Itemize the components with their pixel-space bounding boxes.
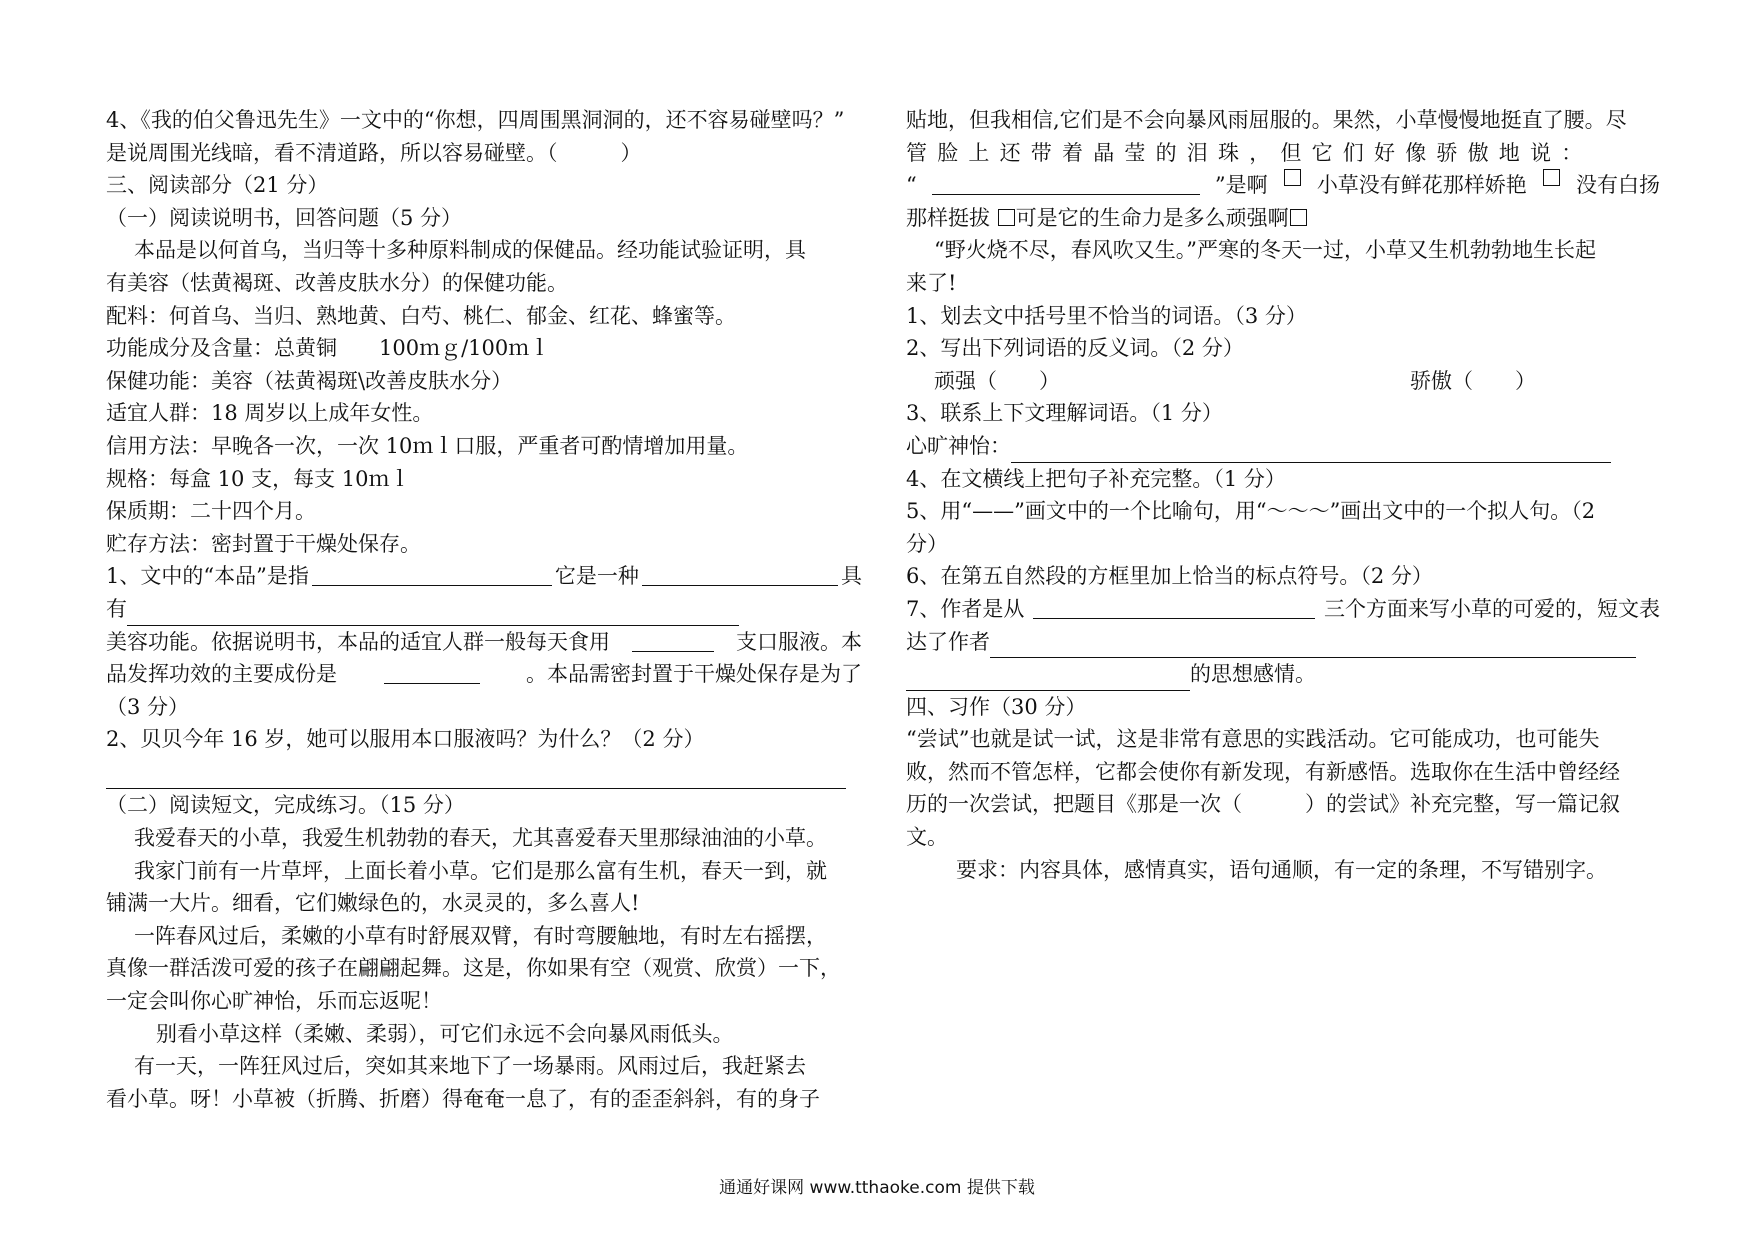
q7-text-a: 7、作者是从 <box>906 596 1025 621</box>
q1-text-e: 美容功能。依据说明书，本品的适宜人群一般每天食用 <box>106 629 610 654</box>
part-2-heading: （二）阅读短文，完成练习。（15 分） <box>106 793 465 818</box>
question-1-line-3 <box>106 626 862 659</box>
question-1-line-2 <box>106 593 862 626</box>
question-1-line-4 <box>106 658 862 691</box>
passage-cont-line-5: “野火烧不尽，春风吹又生。”严寒的冬天一过，小草又生机勃勃地生长起 <box>934 238 1596 263</box>
manual-intro-line-1: 本品是以何首乌，当归等十多种原料制成的保健品。经功能试验证明，具 <box>134 238 806 263</box>
spec-shelf-life: 保质期：二十四个月。 <box>106 499 316 524</box>
r3-text-c: 没有白扬 <box>1575 173 1660 198</box>
question-2: 2、贝贝今年 16 岁，她可以服用本口服液吗？为什么？（2 分） <box>106 727 705 752</box>
q1-text-g: 品发挥功效的主要成份是 <box>106 662 337 687</box>
spec-storage: 贮存方法：密封置于干燥处保存。 <box>106 531 421 556</box>
q1-text-f: 支口服液。本 <box>736 629 862 654</box>
passage-para-5-line-1: 有一天，一阵狂风过后，突如其来地下了一场暴雨。风雨过后，我赶紧去 <box>134 1054 806 1079</box>
answer-blank[interactable] <box>990 632 1636 658</box>
question-1-score: （3 分） <box>106 694 190 719</box>
antonym-row <box>906 365 1660 398</box>
r3-text-a: ”是啊 <box>1214 173 1268 198</box>
answer-blank[interactable] <box>932 169 1200 195</box>
writing-requirements: 要求：内容具体，感情真实，语句通顺，有一定的条理，不写错别字。 <box>956 857 1607 882</box>
passage-para-2-line-2: 铺满一大片。细看，它们嫩绿色的，水灵灵的，多么喜人! <box>106 891 640 916</box>
question-1-line-1 <box>106 560 862 593</box>
passage-para-1: 我爱春天的小草，我爱生机勃勃的春天，尤其喜爱春天里那绿油油的小草。 <box>134 826 827 851</box>
q1-text-b: 它是一种 <box>554 564 639 589</box>
right-question-1: 1、划去文中括号里不恰当的词语。（3 分） <box>906 303 1307 328</box>
passage-cont-line-6: 来了! <box>906 270 957 295</box>
punctuation-box[interactable] <box>1290 209 1307 226</box>
r4-text-a: 那样挺拔 <box>906 205 997 230</box>
passage-cont-line-2: 管脸上还带着晶莹的泪珠，但它们好像骄傲地说： <box>906 140 1593 165</box>
word-meaning-row <box>906 430 1660 463</box>
q1-text-d: 有 <box>106 596 127 621</box>
answer-blank[interactable] <box>127 600 739 626</box>
manual-intro-line-2: 有美容（怯黄褐斑、改善皮肤水分）的保健功能。 <box>106 270 568 295</box>
right-question-3: 3、联系上下文理解词语。（1 分） <box>906 401 1223 426</box>
q7-text-d: 的思想感情。 <box>1190 662 1316 687</box>
q1-text-c: 具 <box>840 564 862 589</box>
spec-function: 保健功能：美容（祛黄褐斑\改善皮肤水分） <box>106 368 513 393</box>
footer-watermark: 通通好课网 www.tthaoke.com 提供下载 <box>719 1178 1035 1198</box>
spec-content: 功能成分及含量：总黄铜 100ｍｇ/100ｍｌ <box>106 336 551 361</box>
answer-blank[interactable] <box>642 560 838 586</box>
answer-blank[interactable] <box>906 665 1190 691</box>
right-question-5-line-1: 5、用“——”画文中的一个比喻句，用“～～～”画出文中的一个拟人句。（2 <box>906 499 1596 524</box>
r4-text-b: 可是它的生命力是多么顽强啊 <box>1015 205 1289 230</box>
writing-prompt-line-2: 败，然而不管怎样，它都会使你有新发现，有新感悟。选取你在生活中曾经经 <box>906 759 1620 784</box>
passage-para-2-line-1: 我家门前有一片草坪，上面长着小草。它们是那么富有生机，春天一到，就 <box>134 858 827 883</box>
part-1-heading: （一）阅读说明书，回答问题（5 分） <box>106 205 463 230</box>
passage-para-3-line-3: 一定会叫你心旷神怡，乐而忘返呢！ <box>106 989 442 1014</box>
spec-usage: 信用方法：早晚各一次，一次 10ｍｌ口服，严重者可酌情增加用量。 <box>106 433 749 458</box>
right-question-7-line-3 <box>906 658 1660 691</box>
right-question-5-line-2: 分） <box>906 531 948 556</box>
q7-text-c: 达了作者 <box>906 629 990 654</box>
writing-prompt-line-3: 历的一次尝试，把题目《那是一次（ ）的尝试》补充完整，写一篇记叙 <box>906 792 1620 817</box>
writing-prompt-line-4: 文。 <box>906 825 948 850</box>
q1-text-a: 1、文中的“本品”是指 <box>106 564 309 589</box>
passage-para-5-line-2: 看小草。呀！小草被（折腾、折磨）得奄奄一息了，有的歪歪斜斜，有的身子 <box>106 1086 820 1111</box>
section-3-heading: 三、阅读部分（21 分） <box>106 173 329 198</box>
punctuation-box[interactable] <box>1284 169 1301 186</box>
open-quote: “ <box>906 173 917 198</box>
right-question-2: 2、写出下列词语的反义词。（2 分） <box>906 336 1244 361</box>
passage-para-3-line-2: 真像一群活泼可爱的孩子在翩翩起舞。这是，你如果有空（观赏、欣赏）一下， <box>106 956 841 981</box>
answer-blank[interactable] <box>384 658 480 684</box>
punctuation-box[interactable] <box>998 209 1015 226</box>
passage-cont-line-1: 贴地，但我相信,它们是不会向暴风雨屈服的。果然，小草慢慢地挺直了腰。尽 <box>906 108 1627 132</box>
spec-people: 适宜人群：18 周岁以上成年女性。 <box>106 401 434 426</box>
word-meaning-label: 心旷神怡： <box>906 433 1011 458</box>
left-column <box>106 104 862 1115</box>
passage-cont-line-4 <box>906 202 1660 235</box>
answer-line[interactable] <box>106 756 846 790</box>
answer-blank[interactable] <box>1011 437 1611 463</box>
passage-para-3-line-1: 一阵春风过后，柔嫩的小草有时舒展双臂，有时弯腰触地，有时左右摇摆， <box>134 923 827 948</box>
antonym-a: 顽强（ ） <box>934 368 1060 393</box>
question-4-line-2: 是说周围光线暗，看不清道路，所以容易碰壁。（ ） <box>106 140 642 165</box>
right-question-6: 6、在第五自然段的方框里加上恰当的标点符号。（2 分） <box>906 564 1433 589</box>
r3-text-b: 小草没有鲜花那样娇艳 <box>1316 173 1527 198</box>
passage-para-4: 别看小草这样（柔嫩、柔弱），可它们永远不会向暴风雨低头。 <box>156 1021 734 1046</box>
writing-prompt-line-1: “尝试”也就是试一试，这是非常有意思的实践活动。它可能成功，也可能失 <box>906 727 1600 752</box>
answer-blank[interactable] <box>312 560 552 586</box>
passage-cont-line-3 <box>906 169 1660 202</box>
question-4-line-1: 4、《我的伯父鲁迅先生》一文中的“你想，四周围黑洞洞的，还不容易碰壁吗？” <box>106 108 845 132</box>
q1-text-h: 。本品需密封置于干燥处保存是为了 <box>526 662 862 687</box>
right-question-4: 4、在文横线上把句子补充完整。（1 分） <box>906 466 1286 491</box>
spec-ingredients: 配料：何首乌、当归、熟地黄、白芍、桃仁、郁金、红花、蜂蜜等。 <box>106 303 736 328</box>
spec-size: 规格：每盒 10 支，每支 10ｍｌ <box>106 466 411 491</box>
punctuation-box[interactable] <box>1543 169 1560 186</box>
right-question-7-line-1 <box>906 593 1660 626</box>
q7-text-b: 三个方面来写小草的可爱的，短文表 <box>1324 596 1660 621</box>
section-4-heading: 四、习作（30 分） <box>906 694 1087 719</box>
answer-blank[interactable] <box>1033 593 1315 619</box>
answer-blank[interactable] <box>632 626 714 652</box>
right-column <box>906 104 1660 886</box>
right-question-7-line-2 <box>906 626 1660 659</box>
antonym-b: 骄傲（ ） <box>1410 368 1536 393</box>
